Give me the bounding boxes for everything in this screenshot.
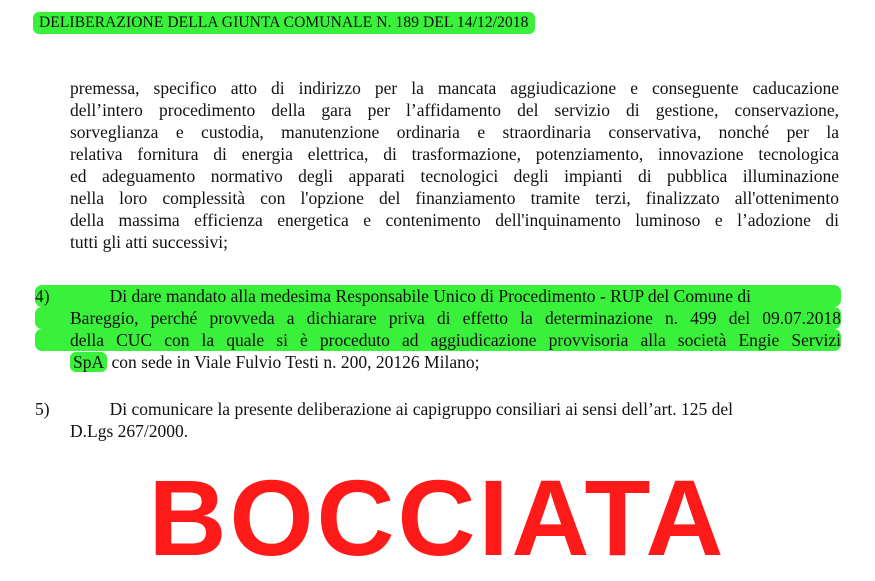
item-5-text: Di comunicare la presente deliberazione ai capigruppo consiliari ai sensi dell’art. 125 del — [109, 399, 734, 419]
item-4-number: 4) — [35, 286, 50, 306]
item-4 — [35, 285, 841, 373]
item-5-number: 5) — [35, 399, 50, 419]
item-4-text: Di dare mandato alla medesima Responsabile Unico di Procedimento - RUP del Comune di — [109, 286, 751, 306]
item-5-line-2: D.Lgs 267/2000. — [70, 421, 189, 441]
item-4-line-3: della CUC con la quale si è proceduto ad aggiudicazione provvisoria alla società Engie Servizi — [35, 329, 841, 351]
highlighted-text: SpA — [70, 352, 107, 372]
paragraph-line: dell’intero procedimento della gara per l’affidamento del servizio di gestione, conservazione, — [70, 100, 839, 120]
document-header — [33, 12, 535, 34]
paragraph-line: sorveglianza e custodia, manutenzione ordinaria e straordinaria conservativa, nonché per la — [70, 122, 839, 142]
paragraph-line: della massima efficienza energetica e contenimento dell'inquinamento luminoso e l’adozione di — [70, 210, 839, 230]
paragraph-line: nella loro complessità con l'opzione del finanziamento tramite terzi, finalizzato all'ottenimento — [70, 188, 839, 208]
item-4-line-1 — [35, 285, 841, 307]
header-title: DELIBERAZIONE DELLA GIUNTA COMUNALE N. 189 DEL 14/12/2018 — [39, 14, 529, 31]
paragraph-line: relativa fornitura di energia elettrica, di trasformazione, potenziamento, innovazione tecnologica — [70, 144, 839, 164]
rejected-stamp: BOCCIATA — [148, 457, 727, 578]
paragraph-line: ed adeguamento normativo degli apparati tecnologici degli impianti di pubblica illuminazione — [70, 166, 839, 186]
item-4-line-2: Bareggio, perché provveda a dichiarare priva di effetto la determinazione n. 499 del 09.07.2018 — [35, 307, 841, 329]
paragraph-line: premessa, specifico atto di indirizzo per la mancata aggiudicazione e conseguente caducazione — [70, 78, 839, 98]
item-4-line-4-rest: con sede in Viale Fulvio Testi n. 200, 20126 Milano; — [107, 352, 480, 372]
item-5-line-1 — [35, 398, 841, 420]
paragraph-premessa — [70, 77, 839, 253]
item-4-line-4 — [35, 351, 841, 373]
item-5 — [35, 398, 841, 442]
paragraph-line: tutti gli atti successivi; — [70, 232, 228, 252]
